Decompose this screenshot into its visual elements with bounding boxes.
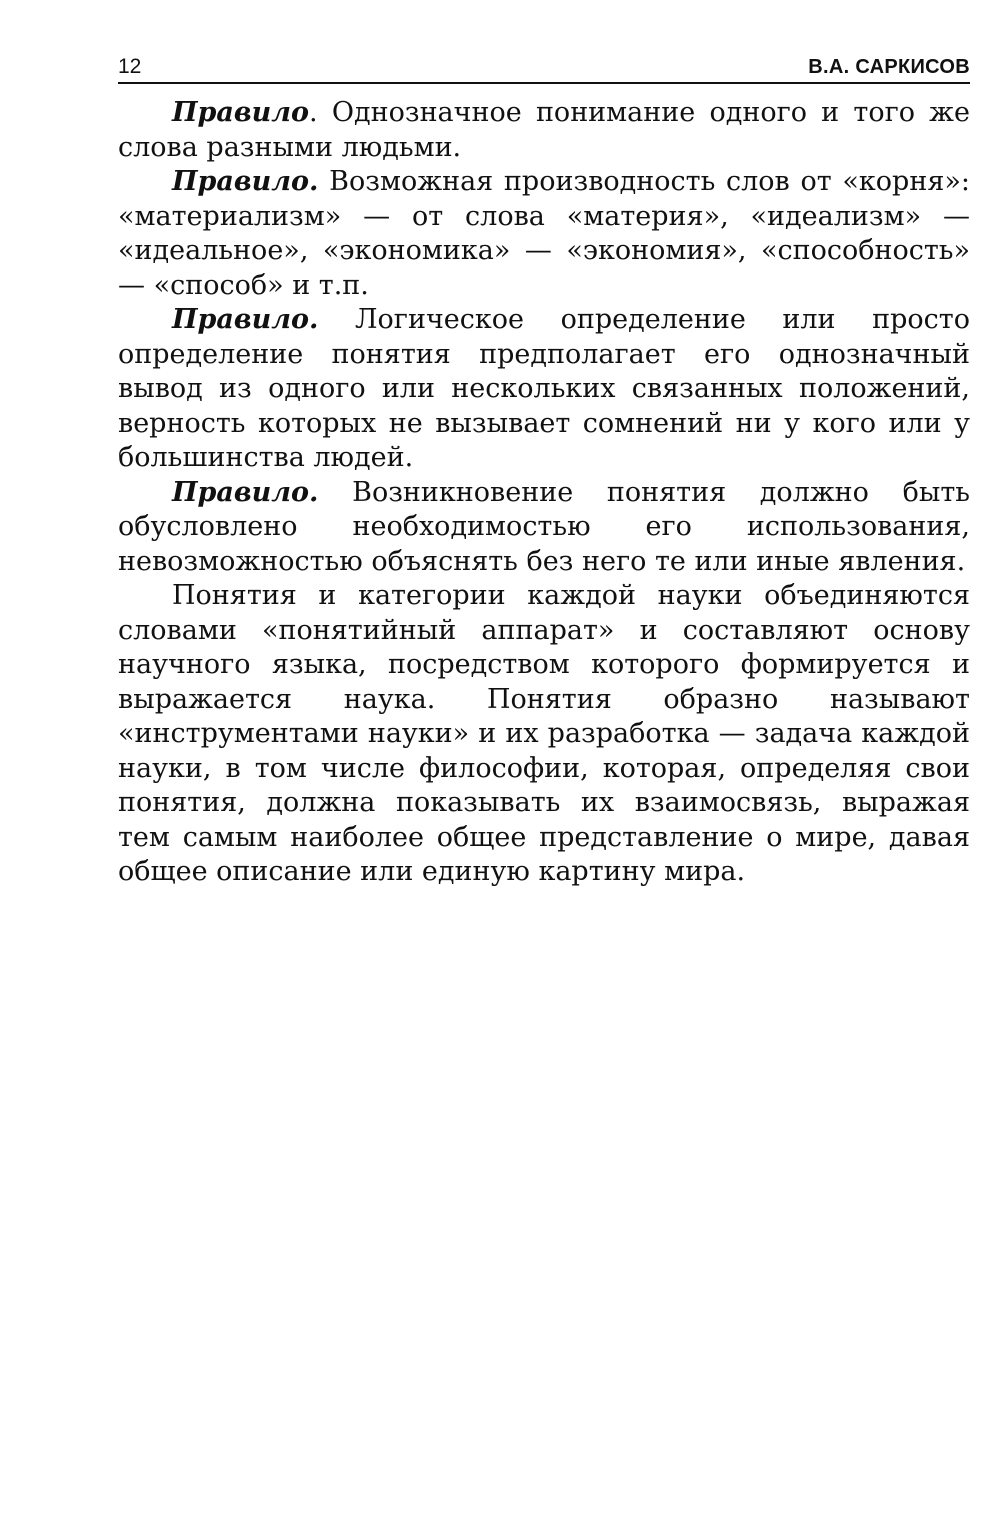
author-name: В.А. САРКИСОВ xyxy=(808,56,970,78)
rule-paragraph-4 xyxy=(118,476,970,580)
rule-label: Правило xyxy=(172,97,310,128)
running-head xyxy=(118,52,970,84)
rule-label: Правило. xyxy=(172,304,319,335)
rule-paragraph-2 xyxy=(118,165,970,303)
concepts-paragraph xyxy=(118,579,970,890)
paragraph-text: Возможная производность слов от «корня»: «материализм» — от слова «материя», «идеализм» — «идеальное», «экономика» — «экономия», «способность» — «способ» и т.п. xyxy=(118,166,970,301)
rule-paragraph-3 xyxy=(118,303,970,476)
paragraph-text: Понятия и категории каждой науки объединяются словами «понятийный аппарат» и составляют основу научного языка, посредством которого формируется и выражается наука. Понятия образно называют «инструментами науки» и их разработка — задача каждой науки, в том числе философии, которая, определяя свои понятия, должна показывать их взаимосвязь, выражая тем самым наиболее общее представление о мире, давая общее описание или единую картину мира. xyxy=(118,580,970,887)
rule-label: Правило. xyxy=(172,166,319,197)
rule-label: Правило. xyxy=(172,476,319,508)
rule-label-punct: . xyxy=(309,97,318,128)
paragraph-text: Логическое определение или просто определение понятия предполагает его однозначный вывод из одного или нескольких связанных положений, верность которых не вызывает сомнений ни у кого или у большинства людей. xyxy=(118,304,970,473)
rule-paragraph-1 xyxy=(118,96,970,165)
paragraph-text: Однозначное понимание одного и того же слова разными людьми. xyxy=(118,97,970,163)
paragraph-text: Возникновение понятия должно быть обусловлено необходимостью его использования, невозможностью объяснять без него те или иные явления. xyxy=(118,476,970,577)
page-number: 12 xyxy=(118,55,142,78)
body-text xyxy=(118,96,970,890)
